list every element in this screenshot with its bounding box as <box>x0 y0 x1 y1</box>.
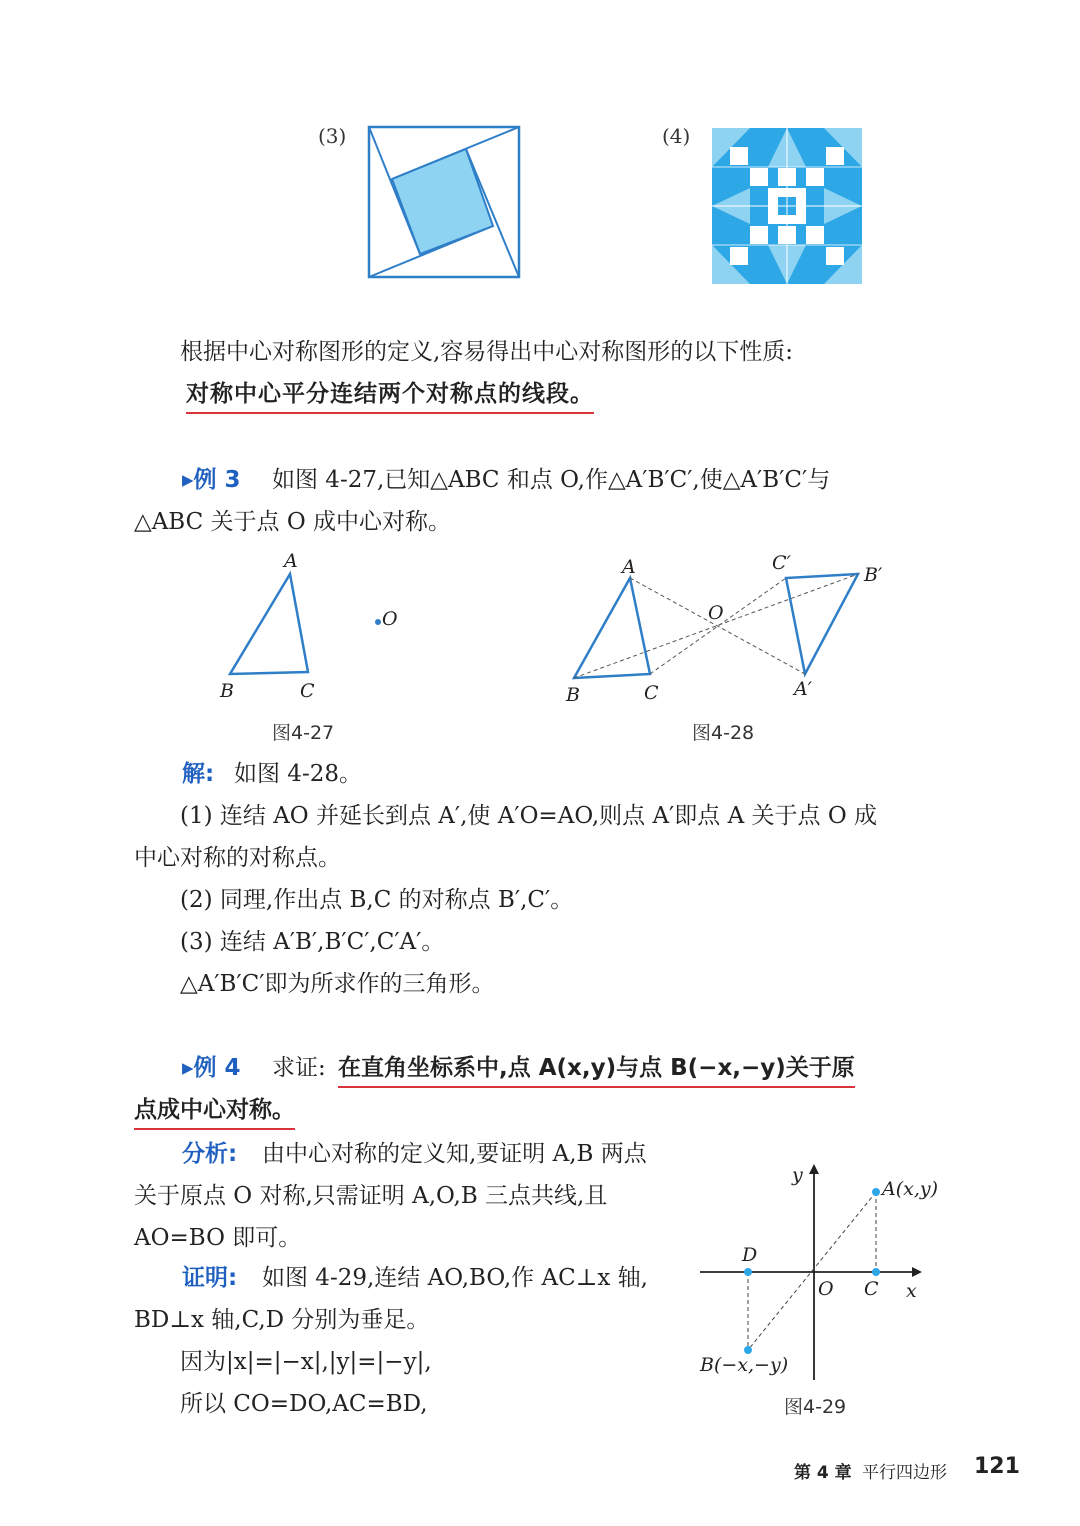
fig28-label-C: C <box>644 682 659 704</box>
fig27-label-B: B <box>220 680 234 702</box>
proof-label: 证明: <box>182 1265 238 1291</box>
fig29-origin-label: O <box>818 1278 834 1300</box>
proof-line-2: BD⊥x 轴,C,D 分别为垂足。 <box>134 1307 430 1333</box>
figure-3-label: (3) <box>318 124 347 148</box>
solution-step-2: (2) 同理,作出点 B,C 的对称点 B′,C′。 <box>180 887 574 913</box>
analysis-line-3: AO=BO 即可。 <box>134 1225 302 1251</box>
fig29-y-axis-label: y <box>792 1164 803 1186</box>
fig28-caption: 图4-28 <box>692 722 755 744</box>
fig27-label-O: O <box>382 608 398 630</box>
page-number: 121 <box>974 1454 1020 1479</box>
figure-3-square-pinwheel <box>366 124 522 280</box>
fig27-label-A: A <box>284 550 298 572</box>
example-3-line-1: 如图 4-27,已知△ABC 和点 O,作△A′B′C′,使△A′B′C′与 <box>272 467 831 493</box>
fig29-point-D-label: D <box>742 1244 758 1266</box>
fig29-x-axis-label: x <box>906 1280 917 1302</box>
fig27-caption: 图4-27 <box>272 722 335 744</box>
figure-4-label: (4) <box>662 124 691 148</box>
figure-4-27 <box>210 550 420 710</box>
example-3-line-2: △ABC 关于点 O 成中心对称。 <box>134 509 452 535</box>
solution-step-1-line-1: (1) 连结 AO 并延长到点 A′,使 A′O=AO,则点 A′即点 A 关于点 O 成 <box>180 803 877 829</box>
example-3-tag: ▸例 3 <box>182 467 241 493</box>
fig27-label-C: C <box>300 680 315 702</box>
fig28-label-O: O <box>708 602 724 624</box>
example-4-claim-line-1: 在直角坐标系中,点 A(x,y)与点 B(−x,−y)关于原 <box>338 1052 855 1088</box>
solution-step-3: (3) 连结 A′B′,B′C′,C′A′。 <box>180 929 445 955</box>
fig29-point-B-label: B(−x,−y) <box>700 1354 789 1376</box>
proof-line-1: 如图 4-29,连结 AO,BO,作 AC⊥x 轴, <box>262 1265 648 1291</box>
figure-4-tile-pattern <box>712 128 862 284</box>
figure-4-28 <box>560 556 883 696</box>
analysis-line-1: 由中心对称的定义知,要证明 A,B 两点 <box>262 1141 647 1167</box>
solution-step-1-line-2: 中心对称的对称点。 <box>134 845 341 871</box>
fig29-caption: 图4-29 <box>784 1396 847 1418</box>
example-4-tag: ▸例 4 <box>182 1055 241 1081</box>
solution-intro: 如图 4-28。 <box>234 761 362 787</box>
fig28-label-A-prime: A′ <box>794 678 813 700</box>
fig28-label-B-prime: B′ <box>864 564 883 586</box>
analysis-label: 分析: <box>182 1141 238 1167</box>
footer-chapter: 第 4 章 <box>794 1463 852 1483</box>
example-4-prompt: 求证: <box>272 1055 326 1081</box>
solution-conclusion: △A′B′C′即为所求作的三角形。 <box>180 971 495 997</box>
analysis-line-2: 关于原点 O 对称,只需证明 A,O,B 三点共线,且 <box>134 1183 608 1209</box>
fig29-point-C-label: C <box>864 1278 879 1300</box>
example-4-claim-line-2: 点成中心对称。 <box>134 1094 295 1130</box>
footer-title: 平行四边形 <box>862 1463 947 1483</box>
proof-line-4: 所以 CO=DO,AC=BD, <box>180 1391 428 1417</box>
property-statement: 对称中心平分连结两个对称点的线段。 <box>186 378 594 414</box>
proof-line-3: 因为|x|=|−x|,|y|=|−y|, <box>180 1349 432 1375</box>
property-intro: 根据中心对称图形的定义,容易得出中心对称图形的以下性质: <box>180 339 794 365</box>
fig28-label-C-prime: C′ <box>772 552 791 574</box>
solution-label: 解: <box>182 761 215 787</box>
fig29-point-A-label: A(x,y) <box>882 1178 939 1200</box>
fig28-label-A: A <box>622 556 636 578</box>
fig28-label-B: B <box>566 684 580 706</box>
